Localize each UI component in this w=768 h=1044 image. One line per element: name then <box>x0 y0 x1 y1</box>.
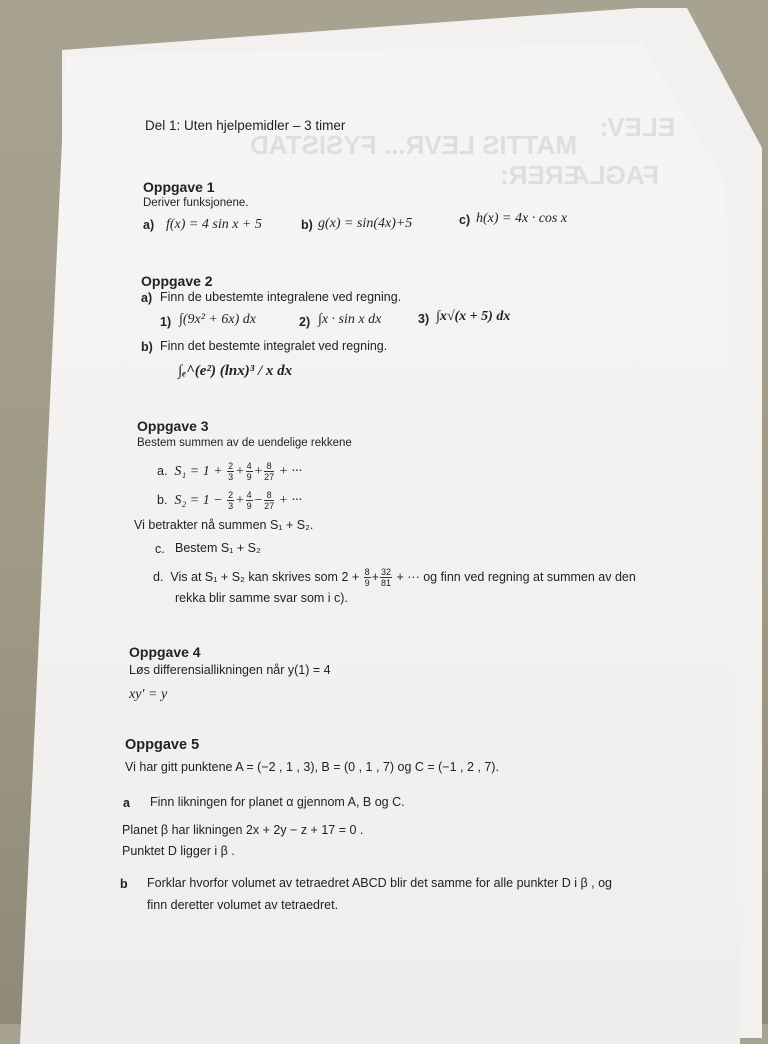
task3-d: d. Vis at S₁ + S₂ kan skrives som 2 + $\frac{8}{9}$ + $\frac{32}{81}$ + ··· og finn ved regning at summen av den <box>153 567 636 589</box>
task5-a: Finn likningen for planet α gjennom A, B og C. <box>150 795 405 809</box>
task3-a-rest: + ··· <box>278 464 303 479</box>
task5-b-label: b <box>120 877 128 891</box>
task4-title: Oppgave 4 <box>129 644 201 660</box>
task2-i3: ∫x√(x + 5) dx <box>436 309 511 324</box>
exam-paper <box>20 44 740 1044</box>
bleed-through-text: FAGLÆRER: <box>500 160 659 190</box>
task2-a: Finn de ubestemte integralene ved regning. <box>160 290 402 304</box>
task5-intro: Vi har gitt punktene A = (−2 , 1 , 3), B = (0 , 1 , 7) og C = (−1 , 2 , 7). <box>125 760 499 774</box>
task1-b: g(x) = sin(4x)+5 <box>318 216 413 231</box>
task2-b-label: b) <box>141 340 153 354</box>
task5-b-line1: Forklar hvorfor volumet av tetraedret ABCD blir det samme for alle punkter D i β , og <box>147 876 613 890</box>
task3-c: Bestem S₁ + S₂ <box>175 541 261 555</box>
task1-a: f(x) = 4 sin x + 5 <box>166 217 262 232</box>
task5-a-label: a <box>123 796 130 810</box>
task4-equation: xy′ = y <box>129 687 168 702</box>
task2-a-label: a) <box>141 291 153 305</box>
task5-plane: Planet β har likningen 2x + 2y − z + 17 = 0 . <box>122 823 364 837</box>
fraction: $\frac{4}{9}$ <box>246 490 252 512</box>
task3-series-a: a. S₁ = 1 + $\frac{2}{3}$ + $\frac{4}{9}$ + $\frac{8}{27}$ + ··· <box>157 461 303 483</box>
task3-d-text1: Vis at S₁ + S₂ kan skrives som 2 + <box>170 570 363 584</box>
task2-i1: ∫(9x² + 6x) dx <box>179 312 256 327</box>
task1-intro: Deriver funksjonene. <box>143 197 249 209</box>
task5-point: Punktet D ligger i β . <box>122 844 235 858</box>
task2-b: Finn det bestemte integralet ved regning. <box>160 339 388 353</box>
task1-c: h(x) = 4x · cos x <box>476 211 568 226</box>
task3-b-lhs: S₂ = 1 − <box>174 493 227 508</box>
task3-b-label: b. <box>157 493 168 507</box>
task2-i3-label: 3) <box>418 312 430 326</box>
task4-intro: Løs differensiallikningen når y(1) = 4 <box>129 663 331 677</box>
fraction: $\frac{8}{27}$ <box>264 461 275 483</box>
fraction: $\frac{8}{27}$ <box>264 490 275 512</box>
fraction: $\frac{32}{81}$ <box>380 567 391 589</box>
task1-c-label: c) <box>459 213 471 227</box>
fraction: $\frac{2}{3}$ <box>228 490 234 512</box>
task3-a-lhs: S₁ = 1 + <box>174 464 227 479</box>
task3-d-label: d. <box>153 570 164 584</box>
task1-title: Oppgave 1 <box>143 179 215 195</box>
bleed-through-text: ELEV: <box>600 112 676 142</box>
fraction: $\frac{8}{9}$ <box>364 567 370 589</box>
task3-c-label: c. <box>155 542 165 556</box>
bleed-through-text: MATTIS LEVR... FYSISTAD <box>250 130 577 160</box>
page-header: Del 1: Uten hjelpemidler – 3 timer <box>145 118 346 133</box>
task2-i2-label: 2) <box>299 315 311 329</box>
fraction: $\frac{4}{9}$ <box>246 461 252 483</box>
fraction: $\frac{2}{3}$ <box>228 461 234 483</box>
task3-sum-text: Vi betrakter nå summen S₁ + S₂. <box>134 518 314 532</box>
task3-series-b: b. S₂ = 1 − $\frac{2}{3}$ + $\frac{4}{9}$ − $\frac{8}{27}$ + ··· <box>157 490 303 512</box>
task1-a-label: a) <box>143 218 155 232</box>
task3-intro: Bestem summen av de uendelige rekkene <box>137 437 352 449</box>
task2-i1-label: 1) <box>160 315 172 329</box>
task5-title: Oppgave 5 <box>125 737 200 753</box>
task2-title: Oppgave 2 <box>141 273 213 289</box>
task3-d-text3: rekka blir samme svar som i c). <box>175 591 348 605</box>
task3-title: Oppgave 3 <box>137 418 209 434</box>
task2-i2: ∫x · sin x dx <box>318 312 382 327</box>
task1-b-label: b) <box>301 218 313 232</box>
task3-b-rest: + ··· <box>278 493 303 508</box>
task5-b-line2: finn deretter volumet av tetraedret. <box>147 898 339 912</box>
task2-definite-integral: ∫ₑ^(e²) (lnx)³ / x dx <box>178 363 293 379</box>
task3-d-text2: + ··· og finn ved regning at summen av den <box>396 570 636 584</box>
task3-a-label: a. <box>157 464 168 478</box>
